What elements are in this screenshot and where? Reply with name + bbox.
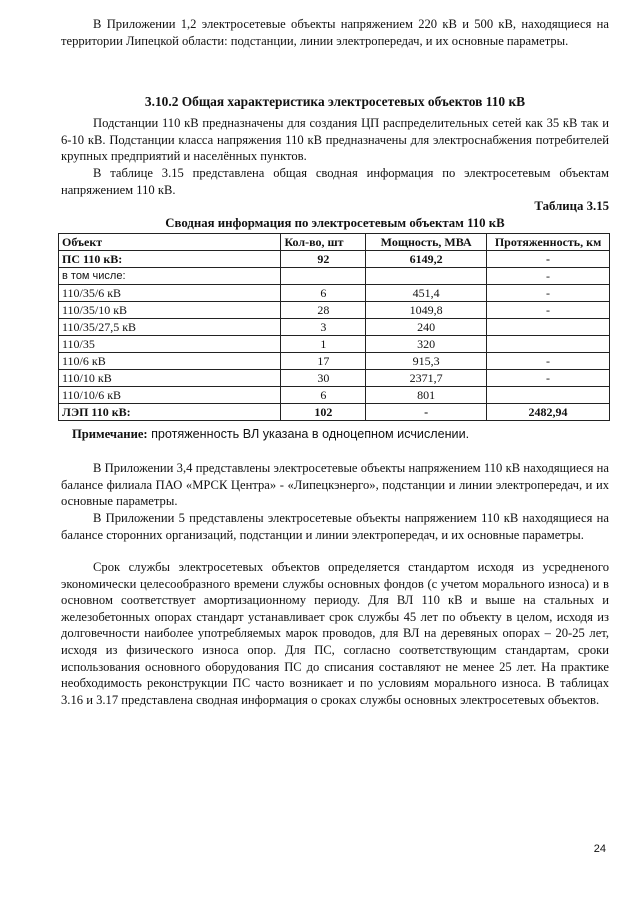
cell-object: 110/10 кВ: [59, 370, 281, 387]
cell-count: 30: [281, 370, 366, 387]
cell-power: -: [366, 404, 487, 421]
page-number: 24: [593, 843, 606, 855]
table-row: [59, 319, 610, 336]
header-length: Протяженность, км: [487, 234, 610, 251]
cell-length: -: [487, 285, 610, 302]
table-row: [59, 268, 610, 285]
cell-object: ПС 110 кВ:: [59, 251, 281, 268]
cell-length: -: [487, 251, 610, 268]
summary-table: [58, 233, 610, 421]
cell-object: в том числе:: [59, 268, 281, 285]
paragraph-table-reference: В таблице 3.15 представлена общая сводная информация по электросетевым объектам напряжением 110 кВ.: [61, 166, 609, 197]
cell-power: 6149,2: [366, 251, 487, 268]
cell-length: [487, 387, 610, 404]
cell-object: 110/35: [59, 336, 281, 353]
table-row: [59, 387, 610, 404]
header-power: Мощность, МВА: [366, 234, 487, 251]
header-object: Объект: [59, 234, 281, 251]
cell-power: 240: [366, 319, 487, 336]
paragraph-appendix-1-2: В Приложении 1,2 электросетевые объекты напряжением 220 кВ и 500 кВ, находящиеся на территории Липецкой области: подстанции, линии электропередач, и их основные параметры.: [61, 17, 609, 48]
cell-count: 6: [281, 285, 366, 302]
table-row: [59, 353, 610, 370]
paragraph-substations-intro: Подстанции 110 кВ предназначены для создания ЦП распределительных сетей как 35 кВ так и 6-10 кВ. Подстанции класса напряжения 110 кВ предназначены для электроснабжения потребителей крупных предприятий и населённых пунктов.: [61, 116, 609, 164]
cell-length: 2482,94: [487, 404, 610, 421]
cell-power: 451,4: [366, 285, 487, 302]
cell-power: 320: [366, 336, 487, 353]
cell-length: [487, 336, 610, 353]
table-row: [59, 285, 610, 302]
cell-count: 92: [281, 251, 366, 268]
cell-count: 3: [281, 319, 366, 336]
cell-count: 6: [281, 387, 366, 404]
cell-count: 1: [281, 336, 366, 353]
cell-power: 2371,7: [366, 370, 487, 387]
cell-count: 17: [281, 353, 366, 370]
cell-count: 102: [281, 404, 366, 421]
cell-power: 801: [366, 387, 487, 404]
table-row: [59, 336, 610, 353]
cell-object: ЛЭП 110 кВ:: [59, 404, 281, 421]
table-row: [59, 302, 610, 319]
cell-object: 110/10/6 кВ: [59, 387, 281, 404]
cell-length: -: [487, 353, 610, 370]
cell-power: 915,3: [366, 353, 487, 370]
table-note: [72, 427, 469, 442]
cell-object: 110/6 кВ: [59, 353, 281, 370]
table-row: [59, 251, 610, 268]
cell-power: 1049,8: [366, 302, 487, 319]
cell-power: [366, 268, 487, 285]
section-heading: 3.10.2 Общая характеристика электросетевых объектов 110 кВ: [144, 94, 526, 109]
cell-length: -: [487, 268, 610, 285]
cell-length: -: [487, 302, 610, 319]
paragraph-appendix-5: В Приложении 5 представлены электросетевые объекты напряжением 110 кВ находящиеся на балансе сторонних организаций, подстанции и линии электропередач, и их основные параметры.: [61, 511, 609, 542]
paragraph-service-life: Срок службы электросетевых объектов определяется стандартом исходя из усредненого экономически целесообразного времени службы основных фондов (с учетом морального износа) и в основном соответствует амортизационному периоду. Для ВЛ 110 кВ и выше на стальных и железобетонных опорах стандарт устанавливает срок службы 45 лет по объекту в целом, исходя из долговечности наиболее употребляемых марок проводов, для ВЛ на деревяных опорах – 20-25 лет, исходя из физического износа опор. Для ПС, согласно соответствующим стандартам, сроки использования основного оборудования ПС до списания составляют не менее 25 лет. На практике необходимость реконструкции ПС часто возникает и по условиям морального износа. В таблицах 3.16 и 3.17 представлена сводная информация о сроках службы основных электросетевых объектов.: [61, 560, 609, 707]
cell-object: 110/35/6 кВ: [59, 285, 281, 302]
table-caption: Сводная информация по электросетевым объектам 110 кВ: [165, 216, 505, 230]
note-label: Примечание:: [72, 427, 148, 441]
table-label: Таблица 3.15: [534, 199, 609, 213]
cell-length: -: [487, 370, 610, 387]
paragraph-appendix-3-4: В Приложении 3,4 представлены электросетевые объекты напряжением 110 кВ находящиеся на балансе филиала ПАО «МРСК Центра» - «Липецкэнерго», подстанции и линии электропередач, и их основные параметры.: [61, 461, 609, 509]
cell-count: 28: [281, 302, 366, 319]
note-text: протяженность ВЛ указана в одноцепном исчислении.: [147, 427, 470, 441]
table-header-row: [59, 234, 610, 251]
table-row: [59, 404, 610, 421]
cell-length: [487, 319, 610, 336]
cell-count: [281, 268, 366, 285]
header-count: Кол-во, шт: [281, 234, 366, 251]
cell-object: 110/35/10 кВ: [59, 302, 281, 319]
table-row: [59, 370, 610, 387]
cell-object: 110/35/27,5 кВ: [59, 319, 281, 336]
